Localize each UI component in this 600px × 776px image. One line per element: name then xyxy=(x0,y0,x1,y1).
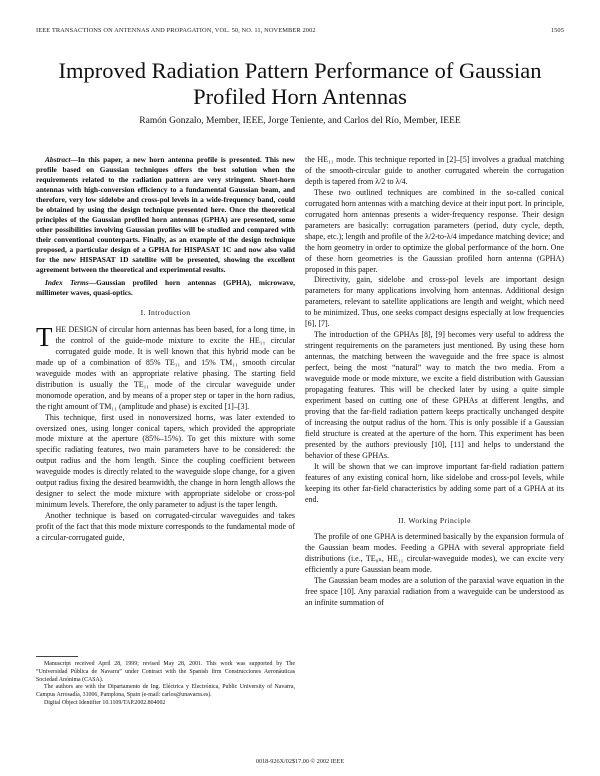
index-terms-label: Index Terms— xyxy=(45,278,97,287)
section-heading-introduction: I. Introduction xyxy=(140,308,191,317)
journal-header: IEEE TRANSACTIONS ON ANTENNAS AND PROPAGATION, VOL. 50, NO. 11, NOVEMBER 2002 xyxy=(36,27,316,34)
drop-cap: T xyxy=(36,321,53,352)
right-paragraph-3: Directivity, gain, sidelobe and cross-pol levels are important design parameters for many applications involving horn antennas. Additional design parameters, relevant to satellite applications are length and weight, which need to be minimized. Thus, one seeks compact designs especially at low frequencies [6], [7]. xyxy=(305,275,564,329)
right-column xyxy=(305,155,564,609)
working-paragraph-2: The Gaussian beam modes are a solution of the paraxial wave equation in the free space [10]. Any paraxial radiation from a waveguide can be understood as an infinite summation of xyxy=(305,576,564,608)
copyright-line: 0018-926X/02$17.00 © 2002 IEEE xyxy=(255,758,345,765)
intro-paragraph-3: Another technique is based on corrugated-circular waveguides and takes profit of the fact that this mode mixture corresponds to the fundamental mode of a circular-corrugated guide, xyxy=(36,511,295,543)
right-paragraph-2: These two outlined techniques are combined in the so-called conical corrugated horn antennas with a matching device at their input port. In principle, corrugated horn antennas presents a wider-frequency response. Their design parameters are basically: corrugation parameters (period, duty cycle, depth, shape, etc.); length and profile of the λ/2-to-λ/4 impedance matching device; and the horn geometry in order to optimize the global performance of the horn. One of these horn geometries is the Gaussian profiled horn antenna (GPHA) proposed in this paper. xyxy=(305,187,564,274)
intro-paragraph-2: This technique, first used in nonoversized horns, was later extended to oversized ones, using longer conical tapers, which provided the appropriate mode mixture at the aperture (85%–15%). To get this mixture with some specific radiating features, two main parameters have to be considered: the output radius and the horn length. Since the coupling coefficient between waveguide modes is directly related to the waveguide slope change, for a given output radius fixing the desired beamwidth, the change in horn length allows the designer to select the mode mixture with appropriate sidelobe or cross-pol minimum levels. Therefore, the only parameter to adjust is the taper length. xyxy=(36,412,295,510)
author-list: Ramón Gonzalo, Member, IEEE, Jorge Teniente, and Carlos del Río, Member, IEEE xyxy=(139,116,461,126)
title-line-2: Profiled Horn Antennas xyxy=(193,84,407,109)
footnote-manuscript: Manuscript received April 28, 1999; revised May 28, 2001. This work was supported by The “Universidad Pública de Navarra” under Contract with the Spanish firm Construcciones Aeronáuticas Sociedad Anónima (CASA). xyxy=(36,661,295,683)
right-paragraph-5: It will be shown that we can improve important far-field radiation pattern features of any existing conical horn, like sidelobe and cross-pol levels, while keeping its other far-field characteristics by adding some part of a GPHA at its end. xyxy=(305,461,564,504)
intro-paragraph-1 xyxy=(36,321,295,413)
right-paragraph-4: The introduction of the GPHAs [8], [9] becomes very useful to address the stringent requirements on the parameters just mentioned. By using these horn antennas, the matching between the waveguide and the free space is almost perfect, being the most “natural” way to match the two media. From a waveguide mode or mode mixture, we excite a field distribution with Gaussian propagating features. This will be checked later by using a quite simple experiment based on cutting one of these GPHAs at different lengths, and proving that the far-field radiation pattern keeps practically unchanged despite of increasing the output radius of the horn. This is only possible if a Gaussian field structure is created at the aperture of the horn. This experiment has been presented by the authors previously [10], [11] and helps to understand the behavior of these GPHAs. xyxy=(305,330,564,460)
section-heading-working-principle: II. Working Principle xyxy=(398,515,471,525)
right-paragraph-1: the HE₁₁ mode. This technique reported in [2]–[5] involves a gradual matching of the smooth-circular guide to another corrugated wherein the corrugation depth is tapered from λ/2 to λ/4. xyxy=(305,155,564,186)
abstract-label: Abstract— xyxy=(45,155,78,164)
intro-paragraph-1-text: HE DESIGN of circular horn antennas has been based, for a long time, in the control of the guide-mode mixture to excite the HE₁₁ circular corrugated guide mode. It is well known that this hybrid mode can be made up of a combination of 85% TE₁₁ and 15% TM₁₁ smooth circular waveguide modes with an appropriate relative phasing. The starting field distribution is usually the TE₁₁ mode of the circular waveguide under monomode operation, and by means of a proper step or taper in the horn radius, the right amount of TM₁₁ (amplitude and phase) is excited [1]–[3]. xyxy=(36,324,295,411)
working-paragraph-1: The profile of one GPHA is determined basically by the expansion formula of the Gaussian beam modes. Feeding a GPHA with several appropriate field distributions (i.e., TE₀ₙ, HE₁₁ circular-waveguide modes), we can excite very efficiently a pure Gaussian beam mode. xyxy=(305,532,564,575)
footnote-rule xyxy=(36,656,78,657)
index-terms xyxy=(36,278,295,298)
title-line-1: Improved Radiation Pattern Performance of Gaussian xyxy=(58,58,542,83)
footnote-affiliation: The authors are with the Dipartamento de Ing. Eléctrica y Electrónica, Public University of Navarra, Campus Arrosadía, 31006, Pamplona, Spain (e-mail: carlos@unavarra.es). xyxy=(36,684,295,699)
page-number: 1505 xyxy=(550,27,564,34)
paper-title xyxy=(0,58,600,110)
left-column xyxy=(36,155,295,544)
abstract-text: In this paper, a new horn antenna profile is presented. This new profile based on Gaussian techniques offers the best solution when the requirements related to the radiation pattern are very stringent. Short-horn antennas with high-conversion efficiency to a fundamental Gaussian beam, and therefore, very low sidelobe and cross-pol levels in a wide-frequency band, could be obtained by using the design technique presented here. Once the theoretical principles of the Gaussian profiled horn antennas (GPHA) are presented, some other possibilities involving Gaussian profiles will be studied and compared with their conventional counterparts. Finally, as an example of the design technique proposed, a particular design of a GPHA for HISPASAT 1C and now also valid for the new HISPASAT 1D satellite will be presented, showing the excellent agreement between the theoretical and experimental results. xyxy=(36,155,295,274)
footnote-doi: Digital Object Identifier 10.1109/TAP.2002.804002 xyxy=(44,699,166,706)
running-header xyxy=(36,27,564,34)
index-terms-text: Gaussian profiled horn antennas (GPHA), microwave, millimeter waves, quasi-optics. xyxy=(36,278,295,297)
abstract xyxy=(36,155,295,275)
footnote-block xyxy=(36,661,295,708)
